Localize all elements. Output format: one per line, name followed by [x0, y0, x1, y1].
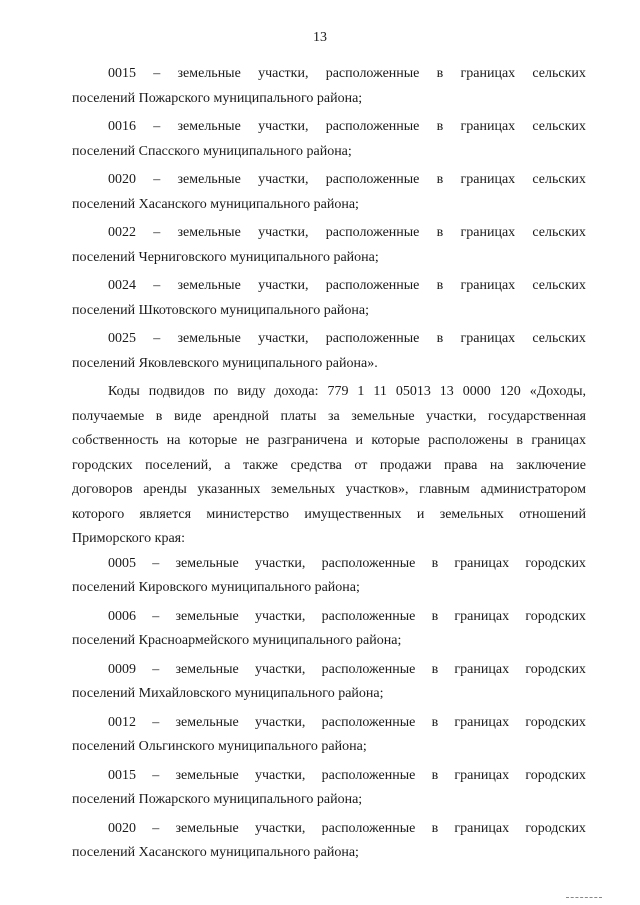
word: в	[431, 661, 439, 677]
income-subtype-code: 0012	[108, 714, 136, 730]
income-subtype-code: 0020	[108, 820, 136, 836]
word: участки,	[255, 820, 306, 836]
word: городских	[525, 608, 586, 624]
word: расположенные	[321, 661, 416, 677]
word: в	[436, 331, 444, 346]
income-subtype-code: 0016	[108, 119, 136, 134]
word: в	[431, 714, 439, 730]
list-item	[72, 62, 586, 111]
word: границах	[454, 767, 510, 783]
list-item-second-line: поселений Пожарского муниципального района;	[72, 792, 363, 807]
word: земельные	[175, 661, 239, 677]
list-item-second-line: поселений Спасского муниципального района;	[72, 143, 352, 159]
word: расположенные	[321, 555, 416, 571]
word: земельные	[177, 225, 241, 240]
word: в	[436, 225, 444, 240]
list-item-second-line: поселений Шкотовского муниципального района;	[72, 302, 370, 318]
word: земельные	[177, 119, 241, 134]
urban-settlements-list	[72, 552, 586, 866]
list-item-second-line: поселений Черниговского муниципального района;	[72, 249, 379, 265]
word: в	[431, 555, 439, 571]
word: в	[436, 172, 444, 187]
word: земельные	[175, 608, 239, 624]
list-item-first-line	[72, 764, 586, 789]
paragraph-line: Коды подвидов по виду дохода: 779 1 11 05013 13 0000 120 «Доходы,	[108, 384, 586, 399]
list-item-first-line	[72, 168, 586, 193]
word: городских	[525, 555, 586, 571]
list-item-second-line: поселений Яковлевского муниципального района».	[72, 355, 378, 371]
list-item-first-line	[72, 605, 586, 630]
page-number: 13	[313, 30, 327, 45]
word: участки,	[258, 119, 309, 134]
word: расположенные	[325, 172, 420, 187]
word: в	[431, 820, 439, 836]
list-item-first-line	[72, 221, 586, 246]
list-item-second-line: поселений Хасанского муниципального района;	[72, 196, 359, 212]
list-item	[72, 658, 586, 707]
word: –	[152, 608, 160, 624]
income-subtype-code: 0015	[108, 66, 136, 81]
word: сельских	[532, 225, 586, 240]
word: участки,	[258, 278, 309, 293]
income-subtype-code: 0020	[108, 172, 136, 187]
list-item	[72, 817, 586, 866]
list-item	[72, 115, 586, 164]
word: городских	[525, 820, 586, 836]
income-subtype-code: 0024	[108, 278, 136, 293]
income-subtype-code: 0005	[108, 555, 136, 571]
word: –	[153, 119, 161, 134]
word: участки,	[255, 714, 306, 730]
word: расположенные	[325, 66, 420, 81]
word: расположенные	[325, 331, 420, 346]
list-item-second-line: поселений Михайловского муниципального района;	[72, 686, 384, 701]
word: земельные	[175, 714, 239, 730]
list-item-first-line	[72, 552, 586, 577]
footer-rule	[566, 897, 602, 898]
list-item-first-line	[72, 817, 586, 842]
paragraph-line: собственность на которые не разграничена и которые расположены в границах	[72, 433, 586, 448]
word: границах	[454, 555, 510, 571]
word: в	[431, 767, 439, 783]
word: границах	[460, 66, 516, 81]
word: участки,	[258, 66, 309, 81]
word: земельные	[177, 172, 241, 187]
word: расположенные	[321, 767, 416, 783]
list-item-second-line: поселений Хасанского муниципального района;	[72, 845, 359, 860]
list-item	[72, 764, 586, 813]
income-subtype-code: 0009	[108, 661, 136, 677]
word: сельских	[532, 119, 586, 134]
list-item-first-line	[72, 274, 586, 299]
word: земельные	[177, 278, 241, 293]
word: земельные	[177, 331, 241, 346]
word: участки,	[258, 225, 309, 240]
list-item-first-line	[72, 711, 586, 736]
document-body	[72, 62, 586, 870]
word: границах	[454, 608, 510, 624]
list-item-second-line: поселений Красноармейского муниципального района;	[72, 633, 402, 648]
word: расположенные	[321, 820, 416, 836]
word: расположенные	[325, 278, 420, 293]
word: –	[152, 555, 160, 571]
word: –	[152, 767, 160, 783]
list-item-second-line: поселений Ольгинского муниципального района;	[72, 739, 367, 754]
income-subtype-code: 0025	[108, 331, 136, 346]
word: границах	[460, 225, 516, 240]
word: земельные	[175, 767, 239, 783]
income-subtype-code: 0015	[108, 767, 136, 783]
list-item-second-line: поселений Кировского муниципального района;	[72, 580, 360, 595]
word: сельских	[532, 172, 586, 187]
word: участки,	[255, 767, 306, 783]
word: границах	[454, 714, 510, 730]
list-item	[72, 168, 586, 217]
word: границах	[460, 278, 516, 293]
paragraph-line: получаемые в виде арендной платы за земельные участки, государственная	[72, 408, 586, 424]
word: –	[152, 820, 160, 836]
income-subtype-code: 0006	[108, 608, 136, 624]
word: земельные	[175, 555, 239, 571]
paragraph-line: городских поселений, а также средства от продажи права на заключение	[72, 457, 586, 473]
paragraph-line: Приморского края:	[72, 531, 186, 546]
word: участки,	[255, 608, 306, 624]
word: –	[153, 225, 161, 240]
word: границах	[460, 172, 516, 187]
word: границах	[460, 119, 516, 134]
word: сельских	[532, 66, 586, 81]
income-subtype-code: 0022	[108, 225, 136, 240]
word: –	[153, 331, 161, 346]
list-item-first-line	[72, 62, 586, 87]
paragraph-line: договоров аренды указанных земельных участков», главным администратором	[72, 482, 586, 497]
word: участки,	[255, 555, 306, 571]
word: в	[436, 66, 444, 81]
list-item-second-line: поселений Пожарского муниципального района;	[72, 90, 363, 106]
word: границах	[460, 331, 516, 346]
word: –	[152, 661, 160, 677]
word: земельные	[175, 820, 239, 836]
list-item	[72, 552, 586, 601]
rural-settlements-list	[72, 62, 586, 376]
list-item-first-line	[72, 658, 586, 683]
word: границах	[454, 661, 510, 677]
list-item-first-line	[72, 115, 586, 140]
income-codes-paragraph	[72, 380, 586, 552]
list-item	[72, 605, 586, 654]
list-item	[72, 221, 586, 270]
word: городских	[525, 714, 586, 730]
word: расположенные	[325, 119, 420, 134]
word: участки,	[258, 331, 309, 346]
word: –	[153, 172, 161, 187]
list-item	[72, 327, 586, 376]
word: в	[436, 119, 444, 134]
word: границах	[454, 820, 510, 836]
word: городских	[525, 661, 586, 677]
word: сельских	[532, 331, 586, 346]
list-item-first-line	[72, 327, 586, 352]
word: –	[152, 714, 160, 730]
word: –	[153, 66, 161, 81]
word: расположенные	[325, 225, 420, 240]
word: в	[436, 278, 444, 293]
word: сельских	[532, 278, 586, 293]
word: –	[153, 278, 161, 293]
word: расположенные	[321, 714, 416, 730]
word: участки,	[255, 661, 306, 677]
word: городских	[525, 767, 586, 783]
list-item	[72, 274, 586, 323]
word: расположенные	[321, 608, 416, 624]
word: земельные	[177, 66, 241, 81]
list-item	[72, 711, 586, 760]
word: в	[431, 608, 439, 624]
word: участки,	[258, 172, 309, 187]
paragraph-line: которого является министерство имущественных и земельных отношений	[72, 506, 586, 522]
